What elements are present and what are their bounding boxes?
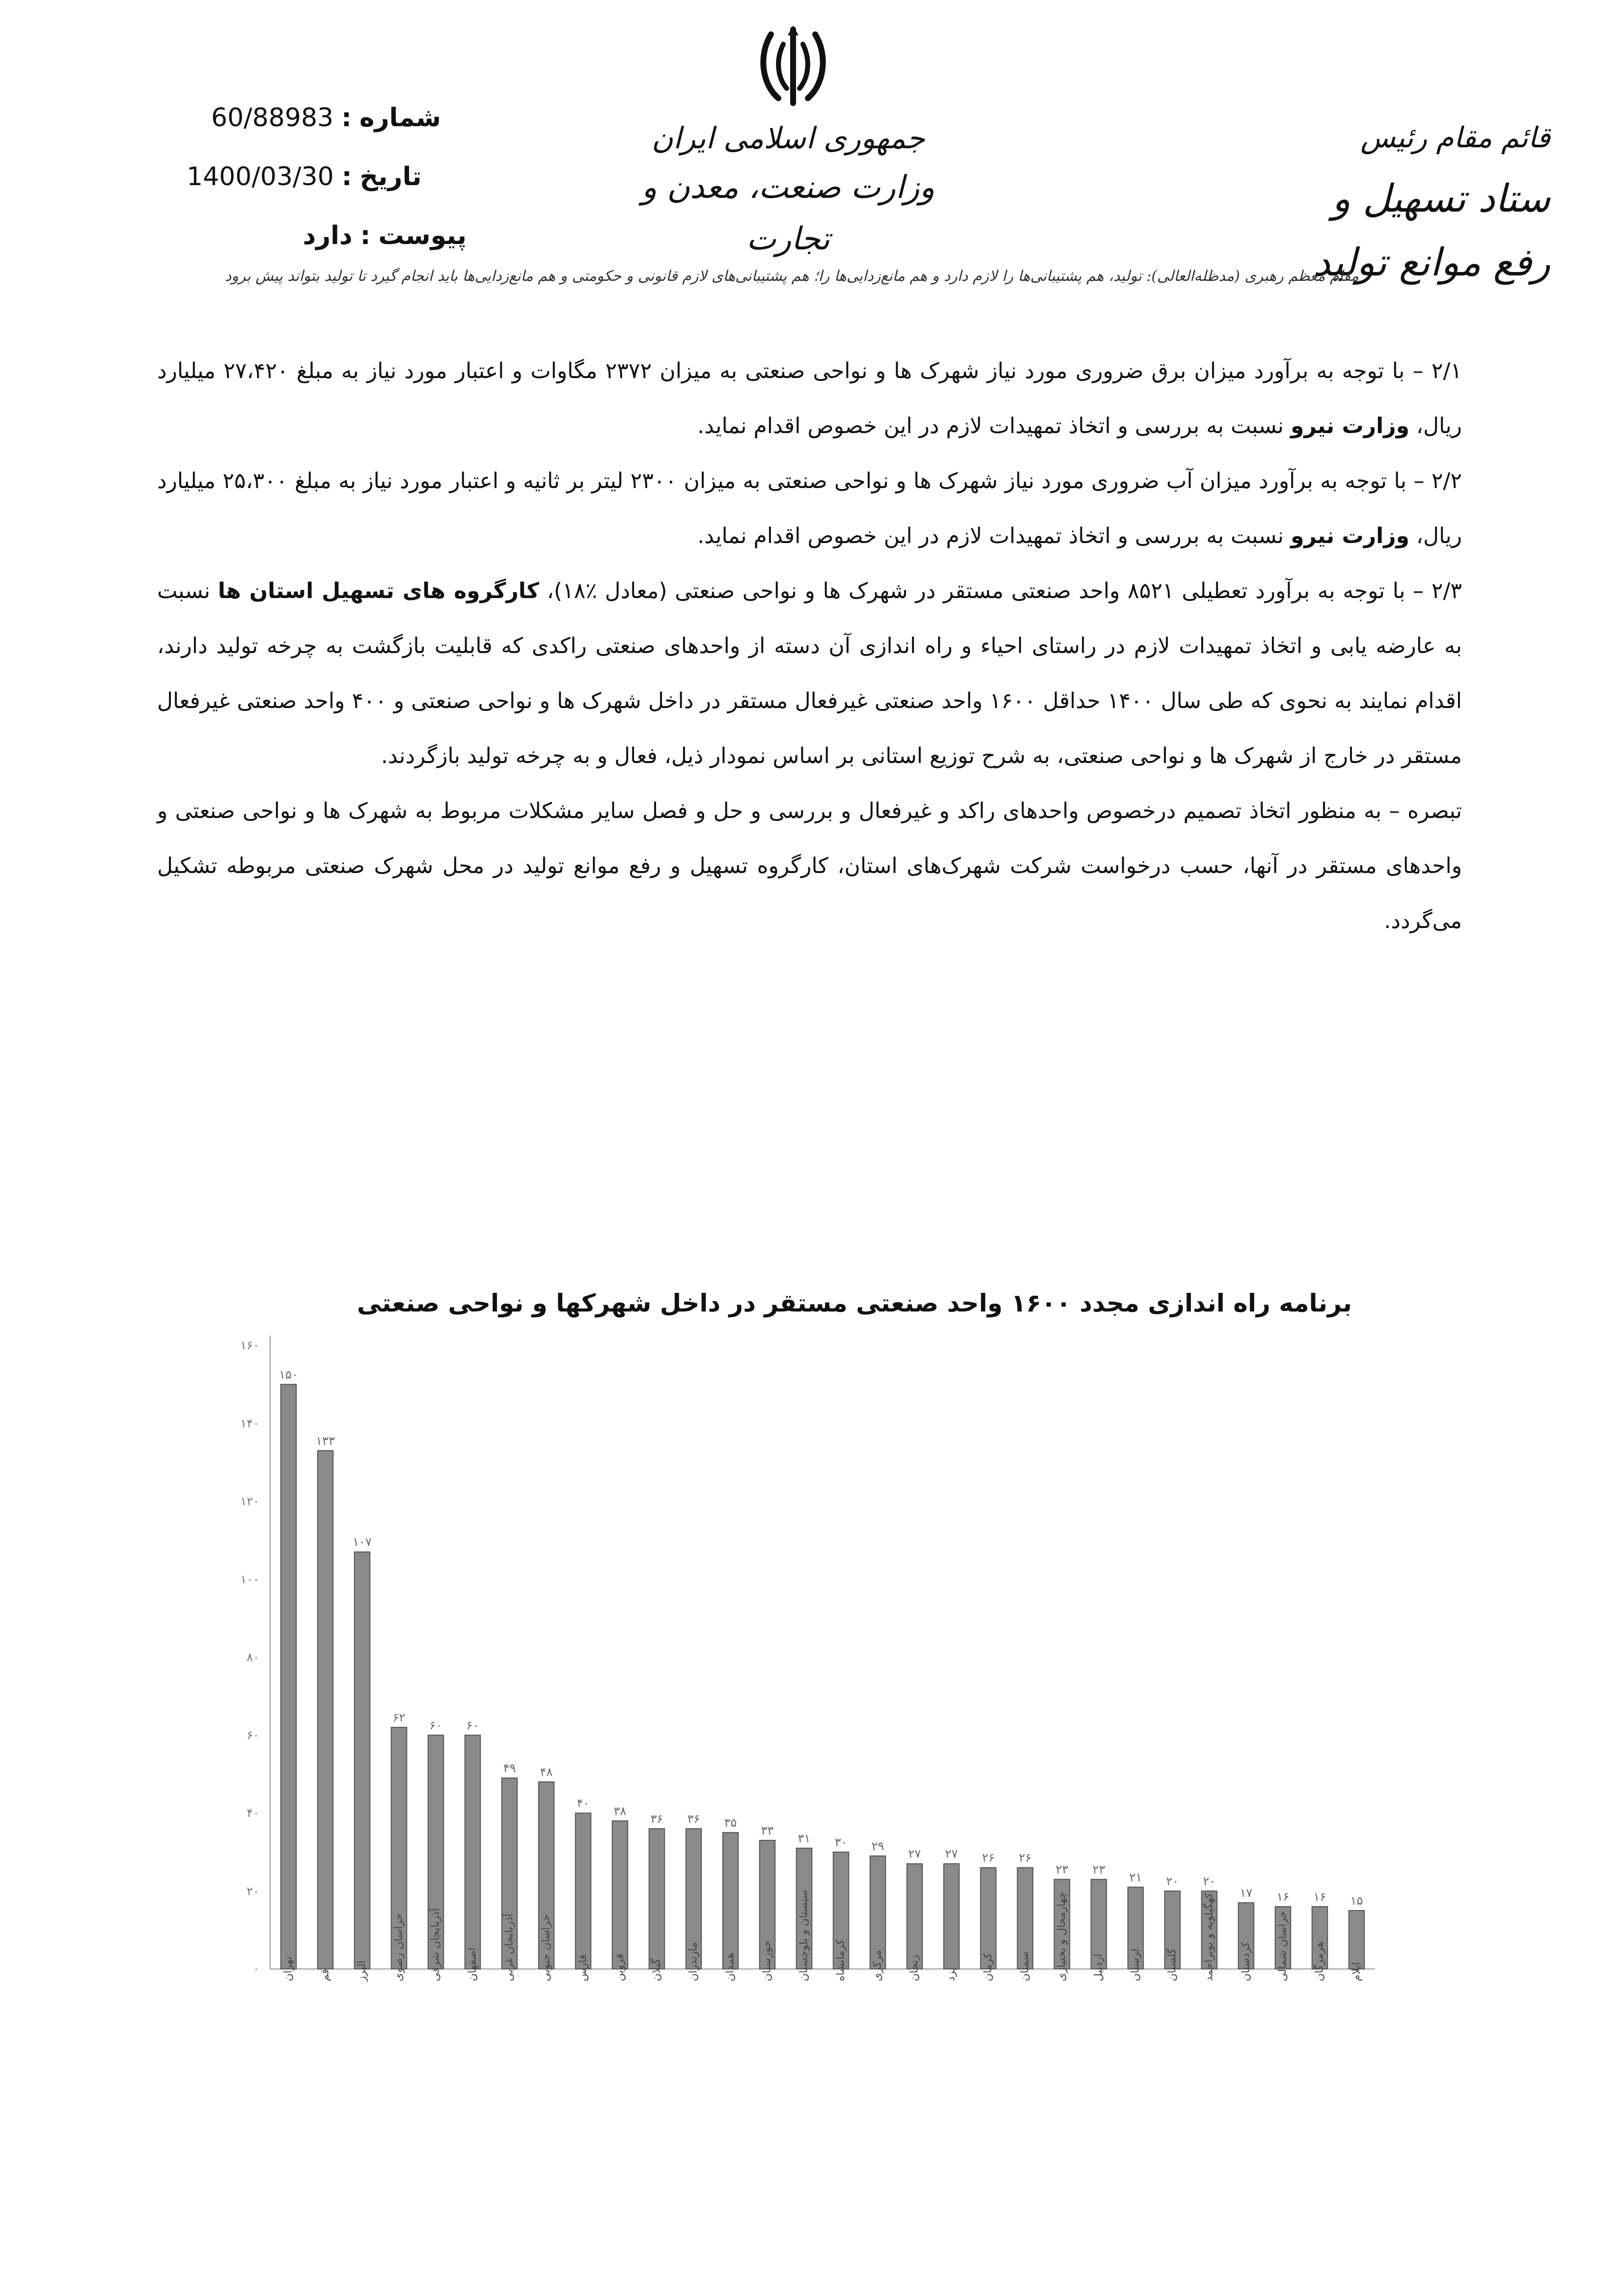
sender-organization: ستاد تسهیل و رفع موانع تولید [1313,177,1550,285]
note-paragraph: تبصره – به منظور اتخاذ تصمیم درخصوص واحدهای راکد و غیرفعال و بررسی و حل و فصل سایر مشکلات مربوط به شهرک ها و نواحی صنعتی و واحدهای مستقر در آنها، حسب درخواست شرکت شهرک‌های استان، کارگروه تسهیل و رفع موانع تولید در محل شهرک صنعتی مربوطه تشکیل می‌گردد. [157,798,1462,933]
x-category-label: خراسان جنوبی [540,1914,552,1981]
y-tick-label: ۱۶۰ [240,1339,259,1352]
chart-bar [576,1813,591,1969]
y-tick-label: ۰ [253,1962,259,1976]
letter-date-value: 1400/03/30 [187,162,334,191]
x-category-label: آذربایجان غربی [503,1913,516,1981]
ministry-heading [629,115,948,265]
bar-chart [231,1311,1434,2146]
bar-value-label: ۲۹ [871,1839,884,1853]
chart-bar [649,1829,665,1969]
leader-quote: مقام معظم رهبری (مدظله‌العالی): تولید، هم پشتیبانی‌ها را لازم دارد و هم مانع‌زدایی‌ها را؛ هم پشتیبانی‌های لازم قانونی و حکومتی و هم مانع‌زدایی‌ها باید انجام گیرد تا تولید بتواند پیش برود [224,268,1359,285]
bar-value-label: ۶۲ [392,1710,406,1724]
x-category-label: کرمان [982,1953,994,1981]
chart-bar [1349,1911,1365,1969]
bar-value-label: ۳۰ [834,1835,848,1849]
bar-value-label: ۳۶ [687,1812,700,1826]
x-category-label: گلستان [1166,1948,1179,1981]
bar-value-label: ۲۰ [1203,1874,1216,1888]
bar-value-label: ۱۳۳ [316,1434,335,1448]
x-category-label: سمنان [1018,1951,1031,1981]
x-category-label: قزوین [613,1953,626,1981]
x-category-label: همدان [724,1952,737,1981]
x-category-label: کهگیلویه و بویراحمد [1203,1892,1215,1981]
x-category-label: خراسان رضوی [392,1913,405,1981]
y-tick-label: ۴۰ [247,1806,259,1820]
x-category-label: البرز [356,1960,368,1981]
x-category-label: لرستان [1129,1948,1142,1981]
y-tick-label: ۱۰۰ [240,1572,259,1586]
bar-value-label: ۳۸ [613,1804,627,1818]
x-category-label: هرمزگان [1313,1941,1326,1981]
bar-value-label: ۶۰ [429,1718,442,1732]
clause-2-1: ۲/۱ – با توجه به برآورد میزان برق ضروری مورد نیاز شهرک ها و نواحی صنعتی به میزان ۲۳۷۲ مگاوات و اعتبار مورد نیاز به مبلغ ۲۷،۴۲۰ میلیارد ریال، وزارت نیرو نسبت به بررسی و اتخاذ تمهیدات لازم در این خصوص اقدام نماید. [157,358,1462,438]
letter-number-row: 60/88983 : شماره [211,103,441,133]
bar-value-label: ۳۳ [761,1824,774,1838]
x-category-label: اردبیل [1092,1954,1105,1981]
x-category-label: مرکزی [871,1950,884,1981]
y-tick-label: ۱۲۰ [240,1494,259,1508]
bar-value-label: ۲۶ [982,1851,995,1865]
bar-value-label: ۲۰ [1166,1874,1179,1888]
bar-value-label: ۱۶ [1313,1890,1326,1904]
ministry-title: وزارت صنعت، معدن و تجارت [641,169,935,257]
bar-value-label: ۴۹ [503,1761,516,1776]
chart-bar [355,1552,370,1969]
chart-bar [465,1735,481,1969]
x-category-label: کردستان [1239,1941,1252,1981]
chart-bar [907,1864,923,1969]
bar-value-label: ۲۶ [1018,1851,1032,1865]
chart-bar [944,1864,960,1969]
letter-attachment-value: دارد [303,221,353,250]
x-category-label: چهارمحال و بختیاری [1055,1891,1068,1981]
bar-value-label: ۲۷ [945,1847,958,1861]
x-category-label: گیلان [650,1958,663,1981]
chart-title: برنامه راه اندازی مجدد ۱۶۰۰ واحد صنعتی مستقر در داخل شهرکها و نواحی صنعتی [357,1289,1352,1317]
bar-value-label: ۴۰ [577,1796,590,1810]
letter-attachment-label: پیوست [378,221,467,250]
x-category-label: خراسان شمالی [1276,1911,1289,1981]
sender-position: قائم مقام رئیس [1360,121,1550,154]
bar-value-label: ۳۵ [724,1816,737,1830]
bar-value-label: ۱۷ [1239,1886,1253,1900]
bar-value-label: ۲۳ [1055,1862,1069,1877]
bar-value-label: ۱۶ [1276,1890,1290,1904]
bar-value-label: ۱۰۷ [353,1535,372,1549]
x-category-label: مازندران [687,1942,700,1981]
bar-value-label: ۴۸ [540,1765,553,1779]
letter-date-label: تاریخ [359,162,422,191]
y-tick-label: ۶۰ [247,1728,259,1742]
letter-attachment-row: دارد : پیوست [303,221,467,250]
clause-2-3-responsible: کارگروه های تسهیل استان ها [218,578,539,603]
x-category-label: اصفهان [466,1947,479,1981]
y-tick-label: ۸۰ [247,1650,259,1664]
clause-2-2-responsible: وزارت نیرو [1291,523,1409,548]
iran-emblem-icon [756,25,830,110]
x-category-label: ایلام [1350,1962,1363,1981]
letter-meta [162,88,467,265]
x-category-label: تهران [282,1956,295,1981]
y-tick-label: ۲۰ [247,1884,259,1898]
chart-bar [281,1384,297,1969]
x-category-label: خوزستان [761,1940,773,1981]
letter-number-value: 60/88983 [211,103,334,133]
clause-2-2: ۲/۲ – با توجه به برآورد میزان آب ضروری مورد نیاز شهرک ها و نواحی صنعتی به میزان ۲۳۰۰ لیتر بر ثانیه و اعتبار مورد نیاز به مبلغ ۲۵،۳۰۰ میلیارد ریال، وزارت نیرو نسبت به بررسی و اتخاذ تمهیدات لازم در این خصوص اقدام نماید. [157,468,1462,548]
clause-2-1-responsible: وزارت نیرو [1291,413,1409,438]
x-category-label: کرمانشاه [834,1939,847,1981]
x-category-label: زنجان [908,1955,921,1981]
bar-value-label: ۳۶ [650,1812,663,1826]
chart-bar [723,1832,739,1969]
sender-heading [1275,108,1550,295]
x-category-label: یزد [945,1967,958,1981]
bar-value-label: ۱۵ [1350,1893,1363,1908]
bar-value-label: ۲۱ [1129,1870,1142,1885]
letter-body [157,344,1462,949]
bar-value-label: ۳۱ [798,1831,811,1845]
republic-title: جمهوری اسلامی ایران [651,121,925,156]
clause-2-3: ۲/۳ – با توجه به برآورد تعطیلی ۸۵۲۱ واحد صنعتی مستقر در شهرک ها و نواحی صنعتی (معادل ٪۱۸)، کارگروه های تسهیل استان ها نسبت به عارضه یابی و اتخاذ تمهیدات لازم در راستای احیاء و راه اندازی آن دسته از واحدهای صنعتی راکدی که قابلیت بازگشت به چرخه تولید دارند، اقدام نمایند به نحوی که طی سال ۱۴۰۰ حداقل ۱۶۰۰ واحد صنعتی غیرفعال مستقر در داخل شهرک ها و نواحی صنعتی و ۴۰۰ واحد صنعتی غیرفعال مستقر در خارج از شهرک ها و نواحی صنعتی، به شرح توزیع استانی بر اساس نمودار ذیل، فعال و به چرخه تولید بازگردند. [157,578,1462,768]
letter-date-row: 1400/03/30 : تاریخ [187,162,422,191]
bar-value-label: ۲۷ [908,1847,921,1861]
x-category-label: آذربایجان شرقی [429,1908,442,1981]
x-category-label: فارس [577,1954,589,1981]
x-category-label: سیستان و بلوچستان [798,1889,810,1981]
y-tick-label: ۱۴۰ [240,1416,259,1430]
chart-bar [612,1821,628,1969]
bar-value-label: ۱۵۰ [279,1367,298,1382]
bar-value-label: ۲۳ [1092,1862,1105,1877]
chart-bar [318,1450,333,1969]
letter-number-label: شماره [359,103,441,133]
bar-value-label: ۶۰ [466,1718,479,1732]
x-category-label: قم [319,1968,331,1981]
